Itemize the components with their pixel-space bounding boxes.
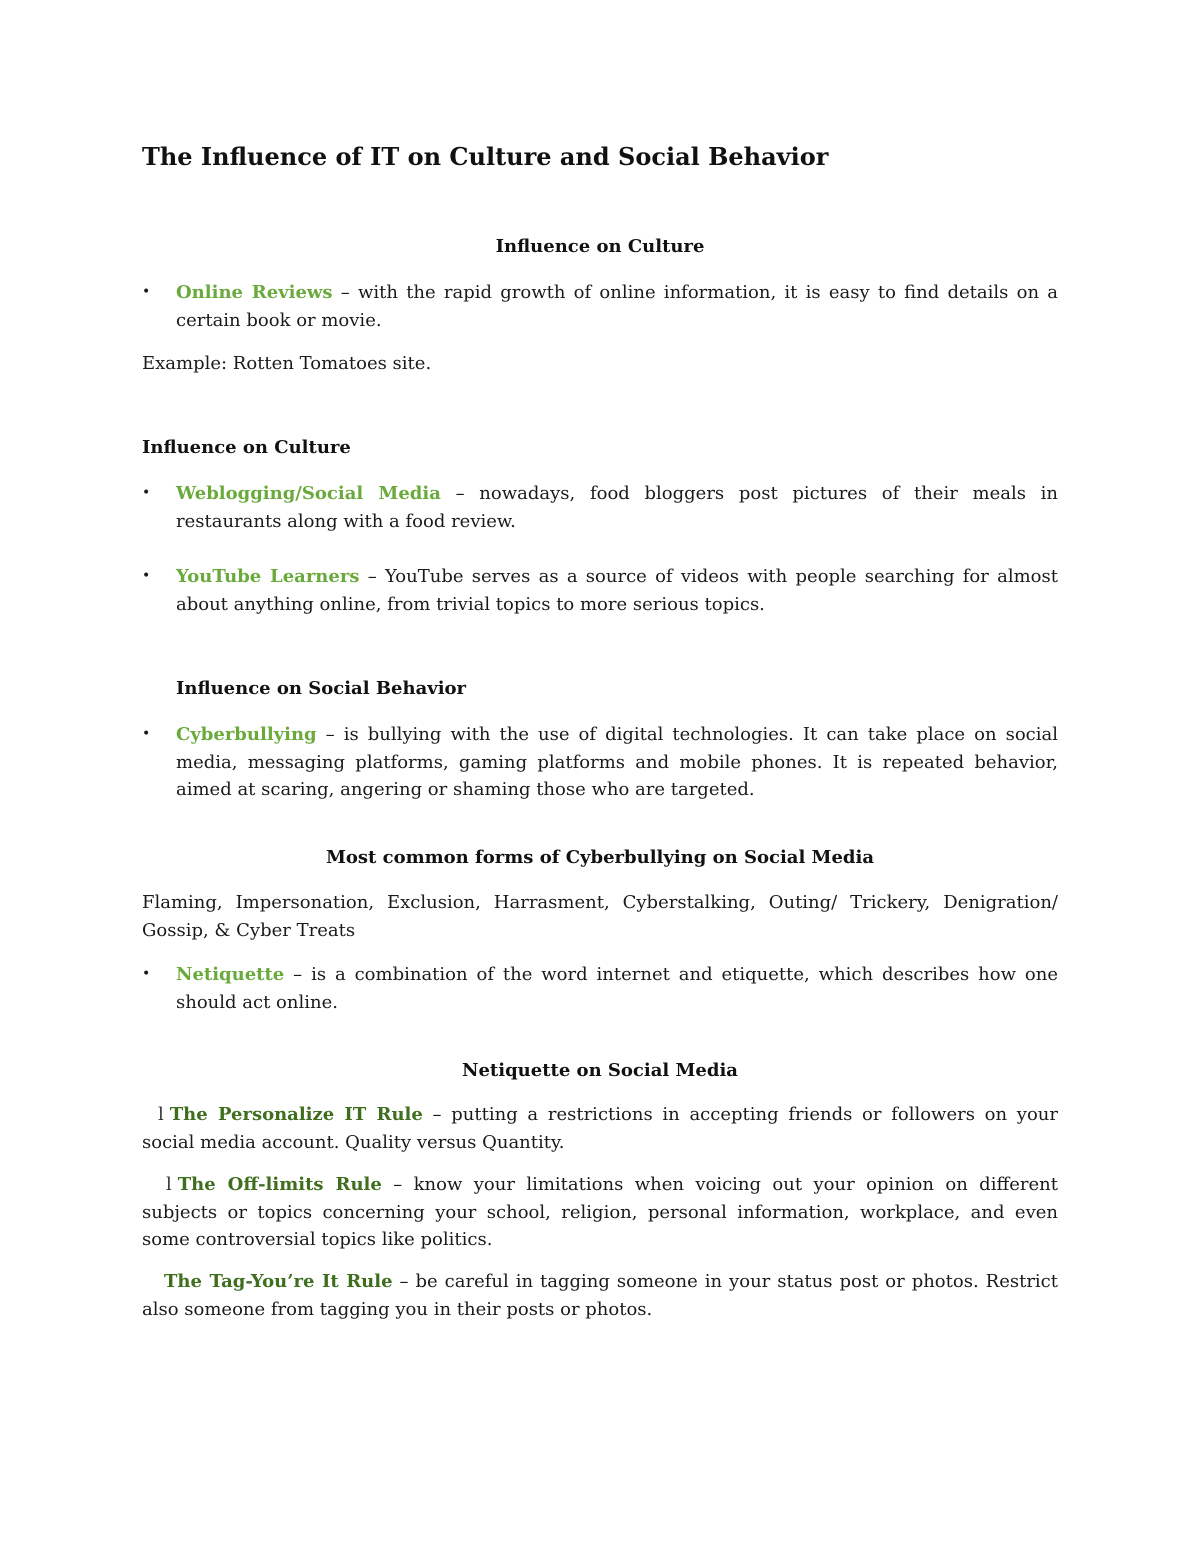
bullet-dot: • [142,284,151,300]
bullet-weblogging [142,480,1058,535]
bullet-dot: • [142,568,151,584]
cyberbullying-forms-list: Flaming, Impersonation, Exclusion, Harrasment, Cyberstalking, Outing/ Trickery, Denigration/ Gossip, & Cyber Treats [142,892,1058,941]
page-title: The Influence of IT on Culture and Social Behavior [142,142,829,171]
rule-off-limits [142,1171,1058,1254]
rule-text: – know your limitations when voicing out your opinion on different subjects or topics concerning your school, religion, personal information, workplace, and even some controversial topics like politics. [142,1174,1058,1250]
section-heading-cyberbullying-forms: Most common forms of Cyberbullying on Social Media [325,847,875,868]
definition-text: – nowadays, food bloggers post pictures of their meals in restaurants along with a food review. [176,483,1059,532]
definition-text: – YouTube serves as a source of videos with people searching for almost about anything online, from trivial topics to more serious topics. [176,566,1058,615]
bullet-content [176,279,1058,334]
bullet-youtube-learners [142,563,1058,618]
bullet-content [176,480,1058,535]
bullet-content [176,563,1058,618]
rule-text: – be careful in tagging someone in your status post or photos. Restrict also someone from tagging you in their posts or photos. [142,1271,1058,1320]
bullet-dot: • [142,485,151,501]
term-weblogging: Weblogging/Social Media [176,483,441,504]
rule-marker: l [166,1174,172,1195]
bullet-content [176,721,1058,804]
rule-personalize-it [142,1101,1058,1156]
rule-term: The Tag-You’re It Rule [164,1271,393,1292]
term-online-reviews: Online Reviews [176,282,333,303]
bullet-content [176,961,1058,1016]
bullet-dot: • [142,726,151,742]
term-youtube-learners: YouTube Learners [176,566,360,587]
term-netiquette: Netiquette [176,964,285,985]
term-cyberbullying: Cyberbullying [176,724,317,745]
section-heading-social-behavior: Influence on Social Behavior [176,678,467,699]
definition-text: – with the rapid growth of online information, it is easy to find details on a certain book or movie. [176,282,1058,331]
example-text: Example: Rotten Tomatoes site. [142,353,432,374]
section-heading-culture-1: Influence on Culture [495,236,705,257]
rule-text: – putting a restrictions in accepting friends or followers on your social media account. Quality versus Quantity. [142,1104,1058,1153]
definition-text: – is a combination of the word internet and etiquette, which describes how one should act online. [176,964,1058,1013]
section-heading-netiquette: Netiquette on Social Media [462,1060,738,1081]
rule-term: The Off-limits Rule [177,1174,382,1195]
rule-tag-youre-it [142,1268,1058,1323]
bullet-netiquette [142,961,1058,1016]
bullet-cyberbullying [142,721,1058,804]
rule-marker: l [158,1104,164,1125]
rule-term: The Personalize IT Rule [169,1104,423,1125]
bullet-online-reviews [142,279,1058,334]
definition-text: – is bullying with the use of digital technologies. It can take place on social media, messaging platforms, gaming platforms and mobile phones. It is repeated behavior, aimed at scaring, angering or shaming those who are targeted. [176,724,1058,800]
bullet-dot: • [142,966,151,982]
section-heading-culture-2: Influence on Culture [142,437,351,458]
